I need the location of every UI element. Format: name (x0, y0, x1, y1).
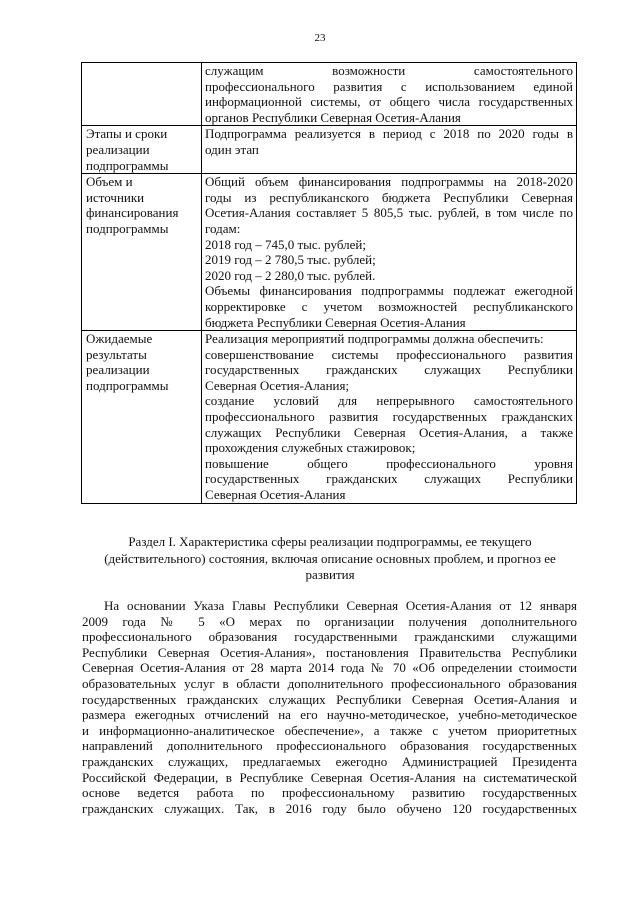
row-value-line: Объемы финансирования подпрограммы подлежат ежегодной (205, 283, 573, 299)
row-value-line: повышение общего профессионального уровня (205, 455, 573, 471)
body-line: направлений дополнительного профессионального образования государственных (82, 738, 577, 754)
page-number: 23 (314, 32, 326, 44)
row-value-line: Подпрограмма реализуется в период с 2018 по 2020 годы в (205, 126, 573, 142)
table-row (82, 174, 577, 331)
section-title-line: (действительного) состояния, включая описание основных проблем, и прогноз ее (104, 550, 556, 566)
row-label-line: подпрограммы (86, 220, 169, 236)
body-line: размера ежегодных отчислений на его научно-методическое, учебно-методическое (82, 707, 577, 723)
row-value-line: служащих Республики Северная Осетия-Алания, а также (205, 424, 573, 440)
row-label-line: подпрограммы (86, 377, 169, 393)
row-label-line: реализации (86, 362, 150, 378)
row-value-line: служащим возможности самостоятельного (205, 63, 573, 78)
row-value-line: годы из республиканского бюджета Республики Северная (205, 189, 573, 205)
body-line: образовательных услуг в области дополнительного профессионального образования (82, 675, 577, 691)
row-label-line: подпрограммы (86, 157, 169, 173)
body-line: гражданских служащих, предлагаемых ежегодно Администрацией Президента (82, 753, 577, 769)
body-paragraph (82, 598, 577, 816)
row-value-line: прохождения служебных стажировок; (205, 440, 416, 456)
row-label-line: Ожидаемые (86, 331, 153, 347)
row-label-cell (82, 63, 202, 126)
row-label-line: Объем и (86, 174, 133, 190)
row-value-line: профессионального развития с использованием единой (205, 78, 573, 94)
row-value-line: годам: (205, 220, 241, 236)
row-label-cell (82, 174, 202, 331)
section-title-line: Раздел I. Характеристика сферы реализации подпрограммы, ее текущего (128, 534, 532, 549)
row-label-cell (82, 331, 202, 504)
row-value-cell (202, 174, 577, 331)
row-label-cell (82, 126, 202, 174)
row-value-line: создание условий для непрерывного самостоятельного (205, 393, 573, 409)
row-value-cell (202, 63, 577, 126)
row-value-line: органов Республики Северная Осетия-Алания (205, 109, 461, 125)
row-value-line: один этап (205, 141, 259, 157)
body-line: и информационно-аналитическое обеспечение», а также с учетом приоритетных (82, 722, 577, 738)
table-row (82, 331, 577, 504)
row-value-line: Осетия-Алания составляет 5 805,5 тыс. рублей, в том числе по (205, 205, 573, 221)
row-value-line: информационной системы, от общего числа государственных (205, 94, 573, 110)
subprogram-passport-table (81, 62, 577, 504)
section-title (90, 534, 570, 584)
row-label-line: финансирования (86, 205, 179, 221)
row-value-line: профессионального развития государственных гражданских (205, 409, 573, 425)
row-value-line: Реализация мероприятий подпрограммы должна обеспечить: (205, 331, 544, 347)
row-value-line: Общий объем финансирования подпрограммы на 2018-2020 (205, 174, 573, 190)
body-line: государственных гражданских служащих Республики Северная Осетия-Алания и (82, 691, 577, 707)
body-line: основе ведется работа по профессиональному развитию государственных (82, 785, 577, 801)
row-value-line: Северная Осетия-Алания; (205, 377, 350, 393)
body-line: гражданских служащих. Так, в 2016 году было обучено 120 государственных (82, 800, 577, 816)
row-value-line: бюджета Республики Северная Осетия-Алания (205, 314, 466, 330)
section-title-line: развития (305, 567, 355, 582)
row-value-line: 2019 год – 2 780,5 тыс. рублей; (205, 252, 376, 268)
table-row (82, 126, 577, 174)
row-value-line: Северная Осетия-Алания (205, 487, 346, 503)
row-label-line: результаты (86, 346, 147, 362)
body-line: профессионального образования государственными гражданскими служащими (82, 629, 577, 645)
row-value-cell (202, 126, 577, 174)
body-line: Российской Федерации, в Республике Северная Осетия-Алания на систематической (82, 769, 577, 785)
row-value-line: корректировке с учетом возможностей республиканского (205, 298, 573, 314)
body-line: Северная Осетия-Алания от 28 марта 2014 года № 70 «Об определении стоимости (82, 660, 577, 676)
row-label-line: Этапы и сроки (86, 126, 168, 142)
body-line: 2009 года № 5 «О мерах по организации получения дополнительного (82, 613, 577, 629)
body-line: Республики Северная Осетия-Алания», постановления Правительства Республики (82, 644, 577, 660)
table-row (82, 63, 577, 126)
row-value-line: государственных гражданских служащих Республики (205, 362, 573, 378)
row-label-line: источники (86, 189, 145, 205)
row-value-line: совершенствование системы профессионального развития (205, 346, 573, 362)
row-value-line: государственных гражданских служащих Республики (205, 471, 573, 487)
body-line: На основании Указа Главы Республики Северная Осетия-Алания от 12 января (104, 598, 577, 613)
row-label-line: реализации (86, 141, 150, 157)
row-value-cell (202, 331, 577, 504)
row-value-line: 2020 год – 2 280,0 тыс. рублей. (205, 267, 376, 283)
row-value-line: 2018 год – 745,0 тыс. рублей; (205, 236, 366, 252)
